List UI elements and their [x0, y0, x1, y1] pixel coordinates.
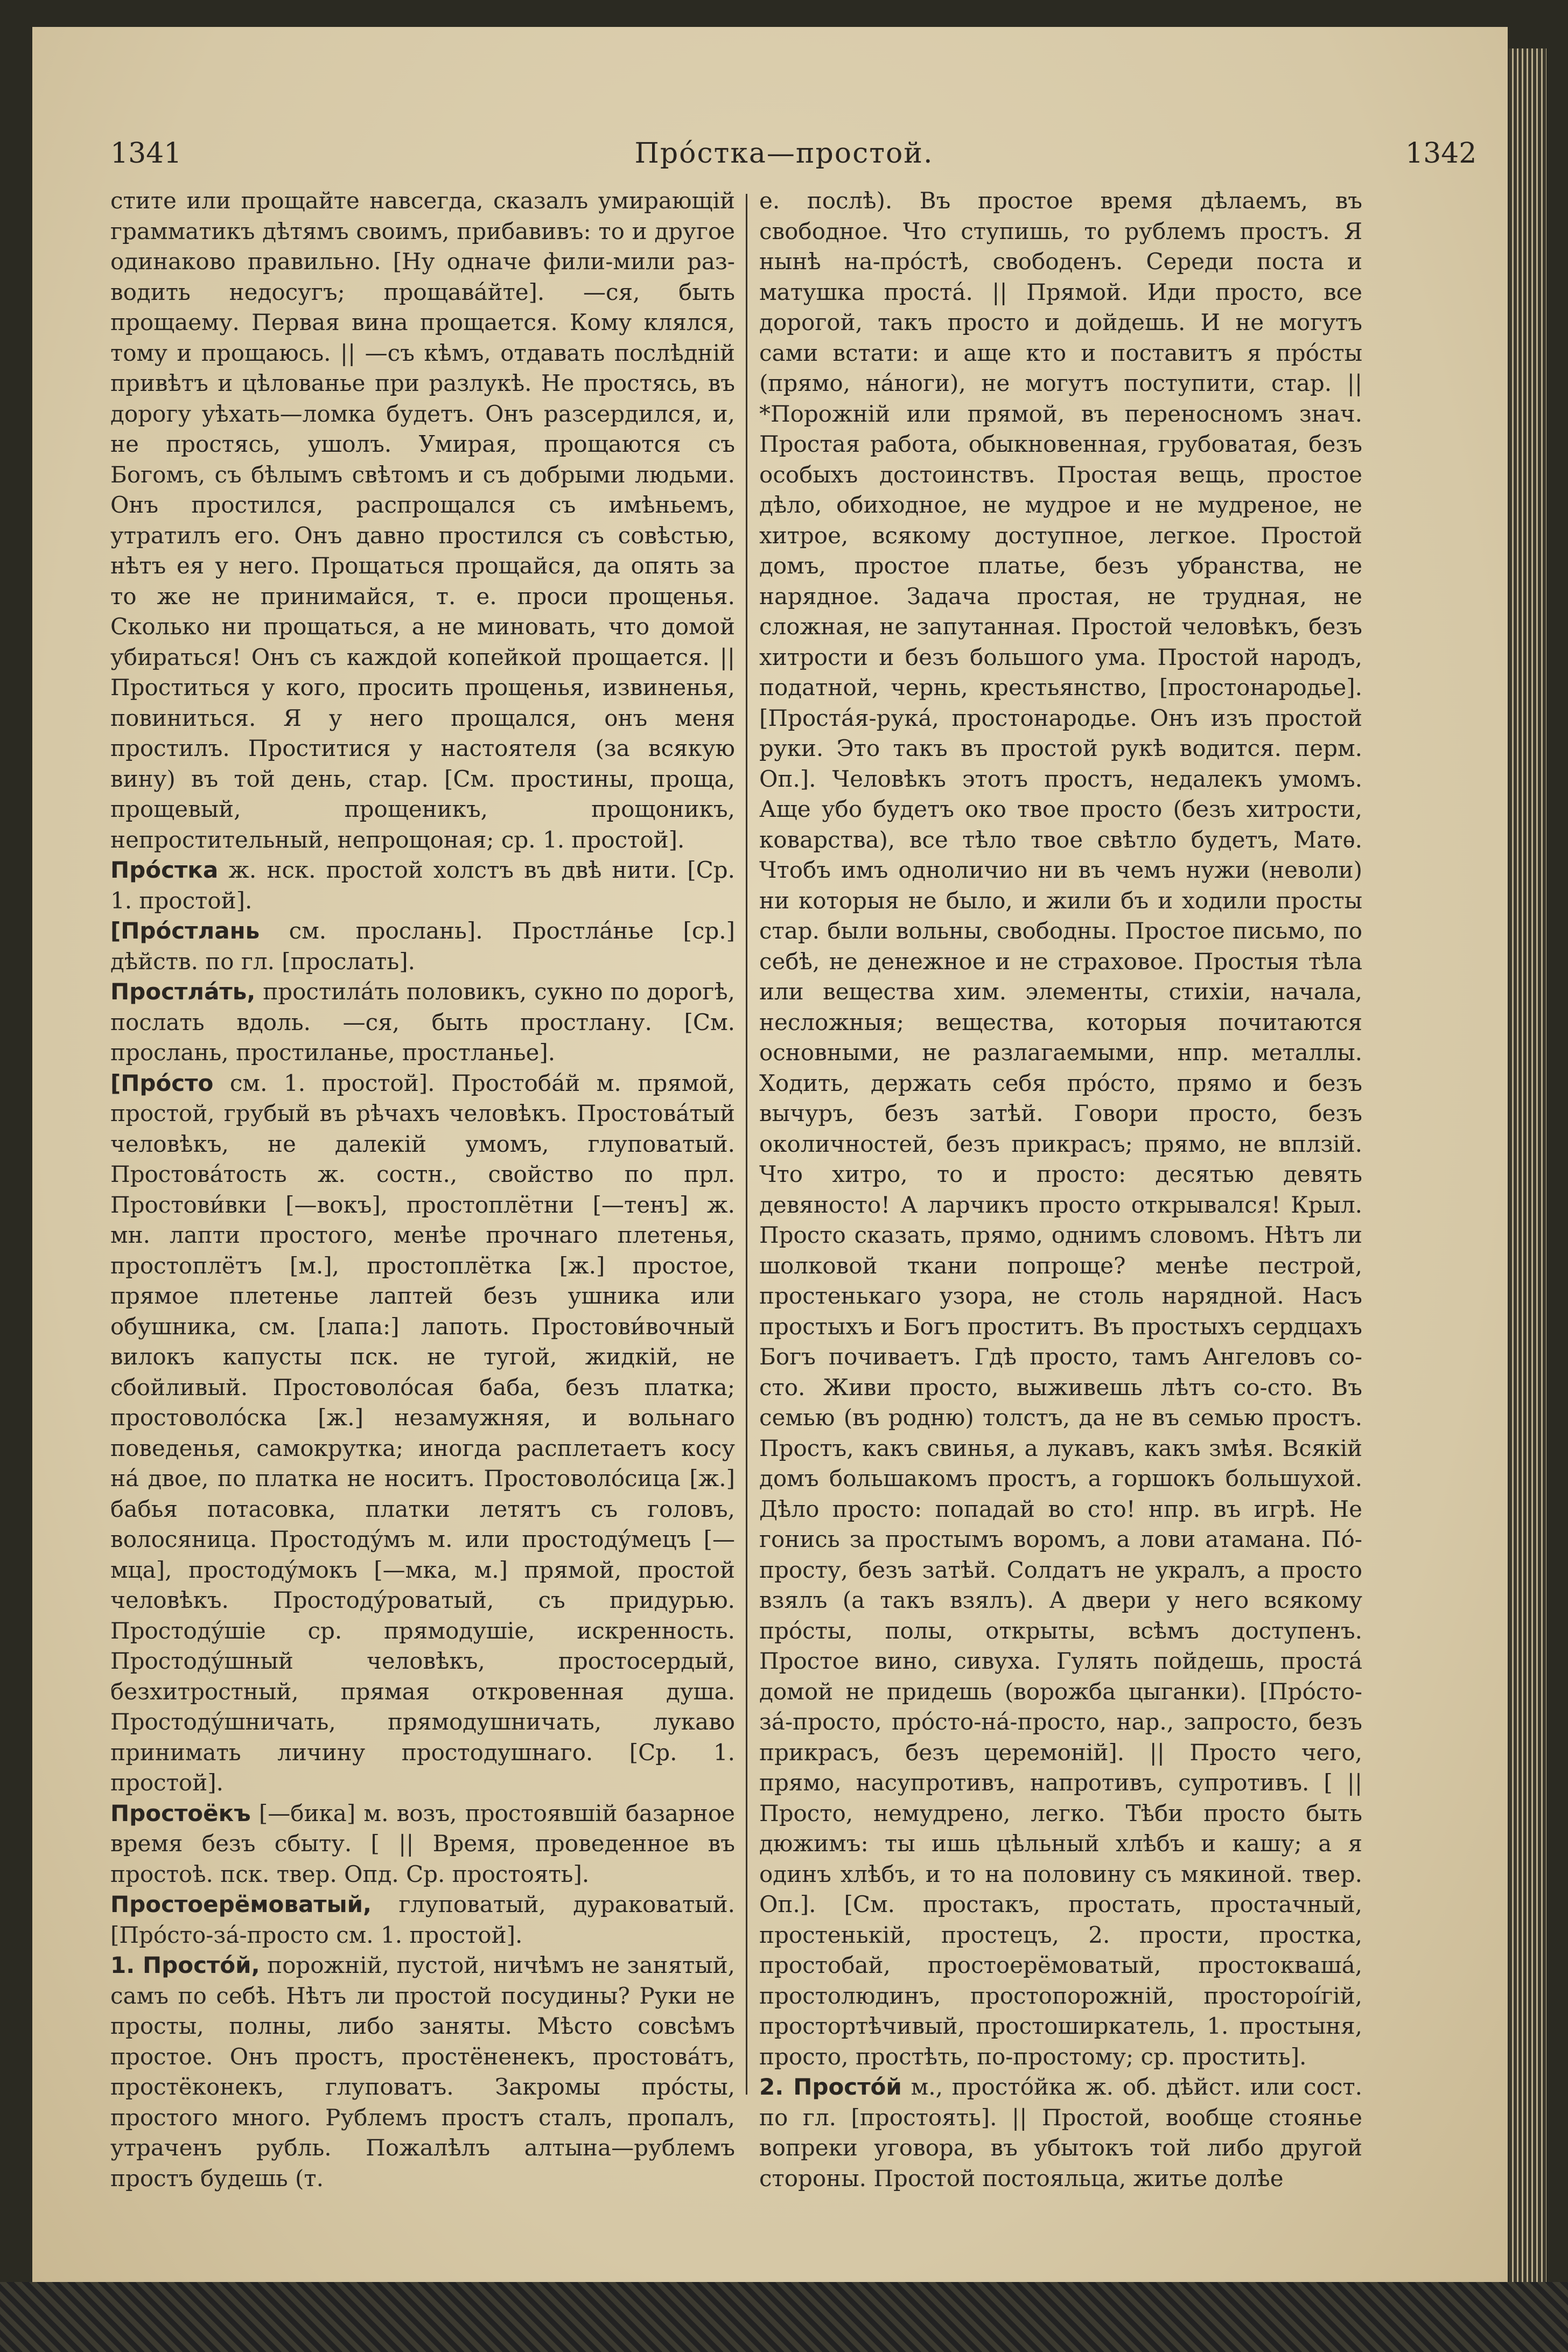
- dictionary-entry: [110, 855, 735, 916]
- headword: 2. Просто́й: [759, 2074, 902, 2100]
- dictionary-entry: [110, 916, 735, 977]
- headword: [Про́стлань: [110, 918, 260, 944]
- left-column: [110, 186, 735, 2194]
- headword: Про́стка: [110, 857, 219, 883]
- entry-text: [—бика] м. возъ, простоявшій базарное время безъ сбыту. [ || Время, проведенное въ простоѣ. пск. твер. Опд. Ср. простоять].: [110, 1800, 735, 1887]
- entry-text: м., просто́йка ж. об. дѣйст. или сост. по гл. [простоять]. || Простой, вообще стоянье вопреки уговора, въ убытокъ той либо другой стороны. Простой постояльца, житье долѣе: [759, 2074, 1362, 2192]
- entry-text: е. послѣ). Въ простое время дѣлаемъ, въ свободное. Что ступишь, то рублемъ простъ. Я нынѣ на-про́стѣ, свободенъ. Середи поста и матушка проста́. || Прямой. Иди просто, все дорогой, такъ просто и дойдешь. И не могутъ сами встати: и аще кто и поставитъ я про́сты (прямо, нáноги), не могутъ поступити, стар. || *Порожній или прямой, въ переносномъ знач. Простая работа, обыкновенная, грубоватая, безъ особыхъ достоинствъ. Простая вещь, простое дѣло, обиходное, не мудрое и не мудреное, не хитрое, всякому доступное, легкое. Простой домъ, простое платье, безъ убранства, не нарядное. Задача простая, не трудная, не сложная, не запутанная. Простой человѣкъ, безъ хитрости и безъ большого ума. Простой народъ, податной, чернь, крестьянство, [простонародье]. [Проста́я-рука́, простонародье. Онъ изъ простой руки. Это такъ въ простой рукѣ водится. перм. Оп.]. Человѣкъ этотъ простъ, недалекъ умомъ. Аще убо будетъ око твое просто (безъ хитрости, коварства), все тѣло твое свѣтло будетъ, Матѳ. Чтобъ имъ одноличио ни въ чемъ нужи (неволи) ни которыя не было, и жили бъ и ходили просты стар. были вольны, свободны. Простое письмо, по себѣ, не денежное и не страховое. Простыя тѣла или вещества хим. элементы, стихіи, начала, несложныя; вещества, которыя почитаются основными, не разлагаемыми, нпр. металлы. Ходить, держать себя про́сто, прямо и безъ вычуръ, безъ затѣй. Говори просто, безъ околичностей, безъ прикрасъ; прямо, не вплзій. Что хитро, то и просто: десятью девять девяносто! А ларчикъ просто открывался! Крыл. Просто сказать, прямо, однимъ словомъ. Нѣтъ ли шолковой ткани попроще? менѣе пестрой, простенькаго узора, не столь нарядной. Насъ простыхъ и Богъ проститъ. Въ простыхъ сердцахъ Богъ почиваетъ. Гдѣ просто, тамъ Ангеловъ со-сто. Живи просто, выживешь лѣтъ со-сто. Въ семью (въ родню) толстъ, да не въ семью простъ. Простъ, какъ свинья, а лукавъ, какъ змѣя. Всякій домъ большакомъ простъ, а горшокъ большухой. Дѣло просто: попадай во сто! нпр. въ игрѣ. Не гонись за простымъ воромъ, а лови атамана. По́-просту, безъ затѣй. Солдатъ не укралъ, а просто взялъ (а такъ взялъ). А двери у него всякому про́сты, полы, открыты, всѣмъ доступенъ. Простое вино, сивуха. Гулять пойдешь, проста́ домой не придешь (ворожба цыганки). [Про́сто-за́-просто, про́сто-на́-просто, нар., запросто, безъ прикрасъ, безъ церемоній]. || Просто чего, прямо, насупротивъ, напротивъ, супротивъ. [ || Просто, немудрено, легко. Тѣби просто быть дюжимъ: ты ишь цѣльный хлѣбъ и кашу; а я одинъ хлѣбъ, и то на половину съ мякиной. твер. Оп.]. [См. простакъ, простать, простачный, простенькій, простецъ, 2. прости, простка, простобай, простоерёмоватый, простоквашá, простолюдинъ, простопорожній, простороíгій, простортѣчивый, простошиpкатель, 1. простыня, просто, простѣть, по-простому; ср. простить].: [759, 187, 1362, 2070]
- page-number-left: 1341: [110, 137, 182, 170]
- entry-text: см. 1. простой]. Простоба́й м. прямой, простой, грубый въ рѣчахъ человѣкъ. Простова́тый человѣкъ, не далекій умомъ, глуповатый. Простова́тость ж. состн., свойство по прл. Простови́вки [—вокъ], простоплётни [—тенъ] ж. мн. лапти простого, менѣе прочнаго плетенья, простоплётъ [м.], простоплётка [ж.] простое, прямое плетенье лаптей безъ ушника или обушника, см. [лапа:] лапоть. Простови́вочный вилокъ капусты пск. не тугой, жидкій, не сбойливый. Простоволо́сая баба, безъ платка; простоволо́ска [ж.] незамужняя, и вольнаго поведенья, самокрутка; иногда расплетаетъ косу нá двое, по платка не носитъ. Простоволо́сица [ж.] бабья потасовка, платки летятъ съ головъ, волосяница. Простоду́мъ м. или простоду́мецъ [—мца], простоду́мокъ [—мка, м.] прямой, простой человѣкъ. Простоду́роватый, съ придурью. Простоду́шіе ср. прямодушіе, искренность. Простоду́шный человѣкъ, простосердый, безхитростный, прямая откровенная душа. Простоду́шничать, прямодушничать, лукаво принимать личину простодушнаго. [Ср. 1. простой].: [110, 1069, 735, 1796]
- dictionary-entry: [110, 1889, 735, 1950]
- headword: 1. Просто́й,: [110, 1952, 260, 1978]
- page-edges: [1509, 48, 1546, 2283]
- entry-text: ж. нск. простой холстъ въ двѣ нити. [Ср. 1. простой].: [110, 857, 735, 914]
- right-column: [759, 186, 1362, 2194]
- entry-text: см. прослань]. Простла́нье [ср.] дѣйств. по гл. [прослать].: [110, 918, 735, 975]
- dictionary-entry: [110, 1068, 735, 1798]
- running-header-title: Про́стка—простой.: [634, 137, 934, 170]
- dictionary-entry: [110, 977, 735, 1068]
- dictionary-entry: [759, 186, 1362, 2072]
- dictionary-entry: [110, 1798, 735, 1890]
- headword: Простоёкъ: [110, 1800, 251, 1826]
- page-number-right: 1342: [1405, 137, 1477, 170]
- entry-text: простила́ть половикъ, сукно по дорогѣ, послать вдоль. —ся, быть простлану. [См. прослань, простиланье, простланье].: [110, 978, 735, 1066]
- entry-text: стите или прощайте навсегда, сказалъ умирающій грамматикъ дѣтямъ своимъ, прибавивъ: то и другое одинаково правильно. [Ну одначе фили-мили раз-водить недосугъ; прощава́йте]. —ся, быть прощаему. Первая вина прощается. Кому клялся, тому и прощаюсь. || —съ кѣмъ, отдавать послѣдній привѣтъ и цѣлованье при разлукѣ. Не простясь, въ дорогу уѣхать—ломка будетъ. Онъ разсердился, и, не простясь, ушолъ. Умирая, прощаются съ Богомъ, съ бѣлымъ свѣтомъ и съ добрыми людьми. Онъ простился, распрощался съ имѣньемъ, утратилъ его. Онъ давно простился съ совѣстью, нѣтъ ея у него. Прощаться прощайся, да опять за то же не принимайся, т. е. проси прощенья. Сколько ни прощаться, а не миновать, что домой убираться! Онъ съ каждой копейкой прощается. || Проститься у кого, просить прощенья, извиненья, повиниться. Я у него прощался, онъ меня простилъ. Проститися у настоятеля (за всякую вину) въ той день, стар. [См. простины, проща, прощевый, прощеникъ, прощоникъ, непростительный, непрощоная; ср. 1. простой].: [110, 187, 735, 853]
- dictionary-entry: [110, 186, 735, 855]
- column-divider: [746, 194, 747, 2095]
- headword: Простла́ть,: [110, 978, 256, 1005]
- dictionary-entry: [110, 1950, 735, 2194]
- entry-text: глуповатый, дураковатый. [Про́сто-за́-просто см. 1. простой].: [110, 1891, 735, 1948]
- book-cover-bottom: [0, 2282, 1568, 2352]
- headword: Простоерёмоватый,: [110, 1891, 372, 1917]
- dictionary-entry: [759, 2072, 1362, 2194]
- headword: [Про́сто: [110, 1069, 214, 1096]
- entry-text: порожній, пустой, ничѣмъ не занятый, самъ по себѣ. Нѣтъ ли простой посудины? Руки не просты, полны, либо заняты. Мѣсто совсѣмъ простое. Онъ простъ, простёненекъ, простова́тъ, простёконекъ, глуповатъ. Закромы про́сты, простого много. Рублемъ простъ сталъ, пропалъ, утраченъ рубль. Пожалѣлъ алтына—рублемъ простъ будешь (т.: [110, 1952, 735, 2192]
